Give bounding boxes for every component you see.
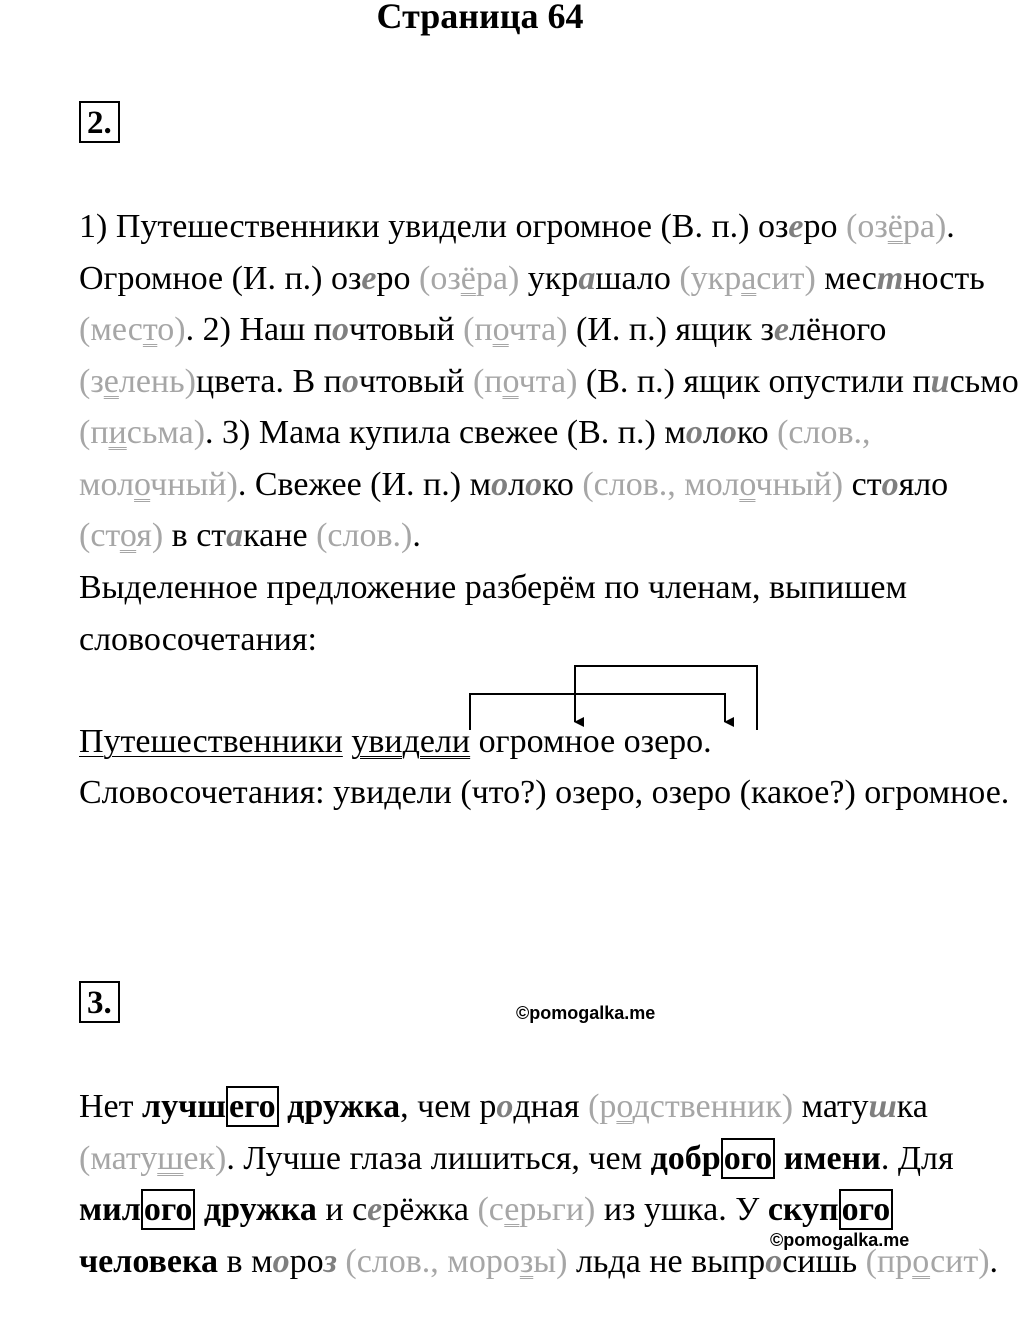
text-run: мату xyxy=(793,1088,869,1125)
text-run: цвета. В п xyxy=(195,362,342,400)
text-run-g: ра) xyxy=(475,259,520,297)
text-run-g-dbl: т xyxy=(142,311,158,348)
text-run-g: ра) xyxy=(902,208,947,245)
text-run-g: (мес xyxy=(79,311,143,348)
text-run: , чем р xyxy=(400,1088,497,1125)
text-run: . Лучше глаза лишиться, чем xyxy=(226,1139,651,1177)
text-run-g: (укр xyxy=(679,259,742,297)
text-run: льда не выпр xyxy=(567,1242,766,1280)
text-run: . Огромное (И. п.) оз xyxy=(79,208,955,297)
text-run-ia: и xyxy=(930,362,950,400)
text-run-g: (ст xyxy=(79,517,120,554)
text-run: (В. п.) ящик опустили п xyxy=(577,362,931,400)
text-run-g: (п xyxy=(463,311,493,348)
text-run-g-dbl: о xyxy=(134,465,151,503)
text-run-ia: е xyxy=(361,259,377,297)
text-run-g: (с xyxy=(477,1191,505,1228)
text-run-ia: ш xyxy=(868,1088,897,1125)
text-run: из ушка. У xyxy=(595,1191,768,1228)
text-run-g: (мату xyxy=(79,1139,158,1177)
text-run-b-box: ого xyxy=(141,1189,196,1230)
text-run-g: (слов., мол xyxy=(582,465,740,503)
text-run-b: человека xyxy=(79,1242,219,1280)
text-run: ро xyxy=(376,259,419,297)
text-run-ia: о xyxy=(341,362,359,400)
text-run: чтовый xyxy=(358,362,473,400)
text-run-g-dbl: о xyxy=(739,465,756,503)
task-3-paragraph-1 xyxy=(3,1081,1031,1287)
text-run-b: скуп xyxy=(767,1191,839,1228)
text-run-ia: е xyxy=(788,208,804,245)
watermark: ©pomogalka.me xyxy=(516,1003,656,1023)
text-run-g: сит) xyxy=(756,259,816,297)
sentence-object: озеро. xyxy=(623,723,712,760)
text-run-ia: е xyxy=(367,1191,383,1228)
text-run: мес xyxy=(815,259,877,297)
text-run-g: (з xyxy=(79,362,104,400)
sentence-subject: Путешественники xyxy=(79,723,343,760)
text-run: . Для xyxy=(880,1139,954,1177)
text-run-b: лучш xyxy=(142,1088,226,1125)
text-run-ia: о xyxy=(881,465,899,503)
text-run-g: я) xyxy=(136,517,164,554)
text-run-g-dbl: ё xyxy=(460,259,476,297)
page-title: Страница 64 xyxy=(376,0,584,36)
text-run-g-dbl: и xyxy=(108,414,127,451)
text-run-g: сьма) xyxy=(126,414,206,451)
text-run: шало xyxy=(595,259,680,297)
text-run: и с xyxy=(316,1191,368,1228)
text-run-g: (слов., моро xyxy=(345,1242,520,1280)
text-run-g: сит) xyxy=(930,1242,990,1280)
text-run-ia: о xyxy=(496,1088,514,1125)
text-run: сишь xyxy=(782,1242,866,1280)
text-run: яло xyxy=(898,465,949,503)
text-run-ia: о xyxy=(685,414,703,451)
text-run-g-dbl: е xyxy=(504,1191,520,1228)
text-run: в м xyxy=(218,1242,273,1280)
text-run-ia: о xyxy=(765,1242,783,1280)
text-run-ia: е xyxy=(773,311,789,348)
text-run-g-dbl: о xyxy=(119,517,137,554)
text-run-g: (слов., мол xyxy=(79,414,871,503)
text-run: лёного xyxy=(788,311,887,348)
text-run-ia: о xyxy=(272,1242,290,1280)
text-run-ia: о xyxy=(719,414,737,451)
task-2-number: 2. xyxy=(79,101,120,143)
parsed-sentence xyxy=(3,716,1031,768)
task-2-paragraph-2: Выделенное предложение разберём по членам, выпишем словосочетания: xyxy=(79,569,908,658)
text-run-g: (оз xyxy=(846,208,888,245)
text-run-g: (р xyxy=(588,1088,617,1125)
text-run-g: ы) xyxy=(533,1242,568,1280)
text-run-ia: з xyxy=(323,1242,337,1280)
sentence-adjective: огромное xyxy=(478,723,616,760)
text-run-ia: о xyxy=(491,465,509,503)
text-run-g-dbl: о xyxy=(912,1242,931,1280)
text-run-g: ек) xyxy=(183,1139,227,1177)
text-run: Нет xyxy=(79,1088,143,1125)
text-run: . 2) Наш п xyxy=(185,311,332,348)
text-run-g: рьги) xyxy=(519,1191,596,1228)
text-run: 1) Путешественники увидели огромное (В. п.) оз xyxy=(79,208,789,245)
text-run: чтовый xyxy=(348,311,464,348)
text-run-g-dbl: о xyxy=(616,1088,633,1125)
text-run: рёжка xyxy=(382,1191,478,1228)
text-run: ро xyxy=(289,1242,324,1280)
text-run-g-dbl: ё xyxy=(887,208,903,245)
text-run: . 3) Мама купила свежее (В. п.) м xyxy=(205,414,686,451)
text-run: ко xyxy=(542,465,583,503)
text-run-b: мил xyxy=(79,1191,141,1228)
text-run-g-dbl: з xyxy=(519,1242,534,1280)
text-run: в ст xyxy=(163,517,227,554)
text-run-b-box: ого xyxy=(721,1138,776,1179)
text-run-b: дружка xyxy=(195,1191,317,1228)
text-run-ia: а xyxy=(226,517,244,554)
text-run-g: (оз xyxy=(419,259,461,297)
text-run: ст xyxy=(843,465,882,503)
text-run: ко xyxy=(736,414,778,451)
text-run-g: чта) xyxy=(518,362,578,400)
text-run-g: чный) xyxy=(150,465,238,503)
text-run: . Свежее (И. п.) м xyxy=(237,465,492,503)
text-run: сьмо xyxy=(949,362,1019,400)
text-run: кане xyxy=(243,517,317,554)
task-3-number: 3. xyxy=(79,981,120,1023)
sentence-predicate: увидели xyxy=(351,723,471,760)
task-2-phrases: Словосочетания: увидели (что?) озеро, озеро (какое?) огромное. xyxy=(79,774,1010,811)
text-run-g: о) xyxy=(157,311,186,348)
text-run-b-box: ого xyxy=(839,1189,894,1230)
text-run-g: дственник) xyxy=(632,1088,794,1125)
text-run-g-dbl: ш xyxy=(157,1139,184,1177)
text-run-ia: о xyxy=(331,311,349,348)
text-run: укр xyxy=(519,259,579,297)
text-run-g-dbl: е xyxy=(103,362,119,400)
text-run: . xyxy=(989,1242,999,1280)
text-run-g: чный) xyxy=(755,465,844,503)
text-run: ро xyxy=(803,208,846,245)
text-run-g-dbl: о xyxy=(502,362,519,400)
text-run-g-dbl: о xyxy=(492,311,509,348)
text-run-b: имени xyxy=(775,1139,881,1177)
text-run-g: (п xyxy=(79,414,109,451)
text-run: л xyxy=(508,465,526,503)
text-run-g: (пр xyxy=(865,1242,913,1280)
text-run-g-dbl: а xyxy=(741,259,757,297)
text-run-b: дружка xyxy=(278,1088,401,1125)
text-run-ia: о xyxy=(525,465,543,503)
watermark-2: ©pomogalka.me xyxy=(770,1230,910,1250)
text-run: ка xyxy=(896,1088,928,1125)
text-run: дная xyxy=(513,1088,589,1125)
text-run-g: (п xyxy=(472,362,503,400)
text-run: ность xyxy=(903,259,985,297)
text-run-g: чта) xyxy=(508,311,568,348)
text-run-g: лень) xyxy=(118,362,196,400)
text-run-b: добр xyxy=(650,1139,721,1177)
text-run-b-box: его xyxy=(226,1086,279,1127)
text-run: (И. п.) ящик з xyxy=(567,311,774,348)
text-run-g: (слов.) xyxy=(316,517,413,554)
text-run: л xyxy=(702,414,720,451)
text-run: . xyxy=(412,517,421,554)
text-run-ia: т xyxy=(876,259,904,297)
text-run-ia: а xyxy=(578,259,596,297)
